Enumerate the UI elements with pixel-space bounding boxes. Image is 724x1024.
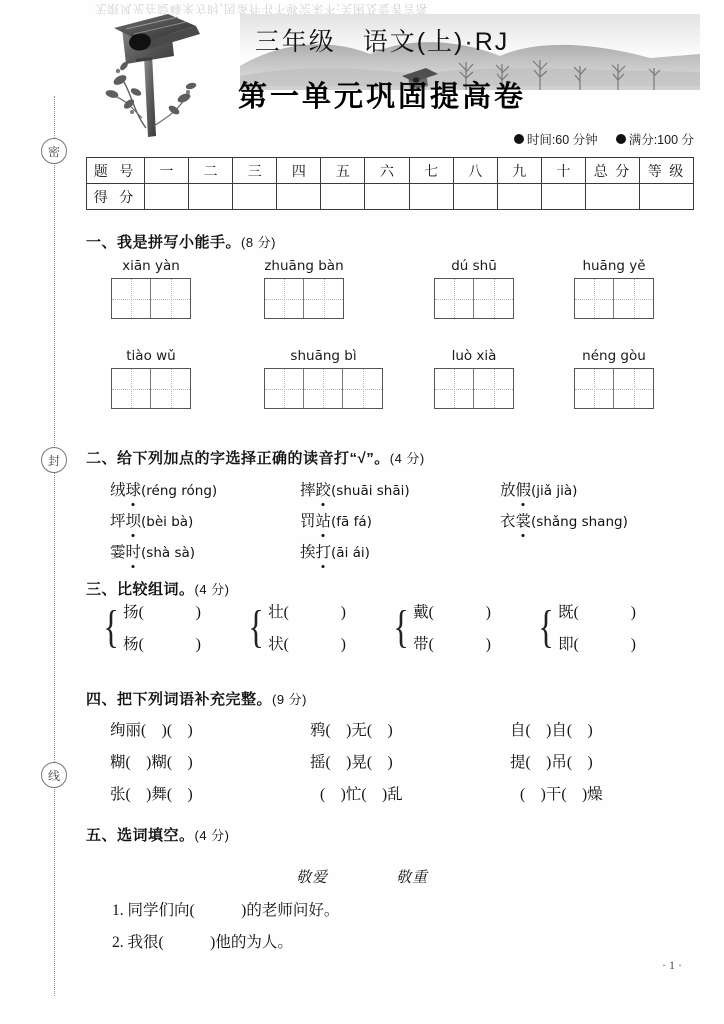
choice-item-yishang[interactable] bbox=[500, 509, 628, 531]
fill-question-1[interactable]: 1. 同学们向( )的老师问好。 bbox=[112, 902, 340, 919]
col-7: 七 bbox=[409, 158, 453, 184]
word-char: 罚 bbox=[300, 513, 316, 530]
col-5: 五 bbox=[321, 158, 365, 184]
score-cell-2[interactable] bbox=[189, 184, 233, 210]
pinyin-row-2 bbox=[86, 348, 696, 434]
section-4-heading bbox=[86, 688, 307, 709]
score-chip bbox=[616, 130, 694, 148]
word-pair-zhuang bbox=[245, 600, 346, 654]
pair-top[interactable]: 戴( ) bbox=[413, 604, 491, 621]
word-char: 衣 bbox=[500, 513, 516, 530]
idiom-zizi[interactable]: 自( )自( ) bbox=[510, 722, 593, 739]
section-5-title: 五、选词填空。 bbox=[86, 827, 195, 844]
choice-item-shashi[interactable] bbox=[110, 540, 195, 562]
section-1-heading bbox=[86, 231, 276, 252]
pinyin-options[interactable]: (shà sà) bbox=[141, 545, 196, 561]
section-2-title: 二、给下列加点的字选择正确的读音打“√”。 bbox=[86, 450, 390, 467]
word-char-dotted: 假 bbox=[516, 478, 532, 500]
score-cell-5[interactable] bbox=[321, 184, 365, 210]
brace-icon: { bbox=[248, 601, 264, 652]
word-char-dotted: 站 bbox=[316, 509, 332, 531]
tianzige-grid[interactable] bbox=[574, 278, 654, 319]
word-char-dotted: 打 bbox=[316, 540, 332, 562]
word-char-dotted: 时 bbox=[126, 540, 142, 562]
pinyin-options[interactable]: (āi ái) bbox=[331, 545, 370, 561]
table-row-scores bbox=[87, 184, 694, 210]
section-1-points: (8 分) bbox=[241, 235, 277, 250]
pinyin-label: zhuāng bàn bbox=[264, 258, 344, 274]
word-char: 坪 bbox=[110, 513, 126, 530]
exam-title: 第一单元巩固提高卷 bbox=[237, 81, 526, 113]
col-10: 十 bbox=[541, 158, 585, 184]
section-1-title: 一、我是拼写小能手。 bbox=[86, 234, 242, 251]
score-cell-10[interactable] bbox=[541, 184, 585, 210]
score-cell-grade[interactable] bbox=[640, 184, 694, 210]
pinyin-label: shuāng bì bbox=[290, 348, 357, 364]
grade-subject-title: 三年级 语文(上)·RJ bbox=[254, 28, 510, 56]
fill-question-2[interactable]: 2. 我很( )他的为人。 bbox=[112, 934, 293, 951]
word-pair-dai bbox=[390, 600, 491, 654]
pinyin-block-zhuangban bbox=[264, 258, 344, 319]
pinyin-options[interactable]: (shǎng shang) bbox=[531, 514, 628, 530]
idiom-mangluan[interactable]: ( )忙( )乱 bbox=[320, 786, 403, 803]
score-cell-4[interactable] bbox=[277, 184, 321, 210]
pinyin-label: tiào wǔ bbox=[126, 348, 176, 364]
pair-bottom[interactable]: 杨( ) bbox=[123, 636, 201, 653]
col-grade: 等 级 bbox=[640, 158, 694, 184]
pair-bottom[interactable]: 即( ) bbox=[558, 636, 636, 653]
word-char-dotted: 球 bbox=[126, 478, 142, 500]
col-2: 二 bbox=[189, 158, 233, 184]
score-cell-7[interactable] bbox=[409, 184, 453, 210]
brace-icon: { bbox=[538, 601, 554, 652]
pair-top[interactable]: 壮( ) bbox=[268, 604, 346, 621]
col-8: 八 bbox=[453, 158, 497, 184]
clock-icon bbox=[514, 134, 524, 144]
word-char: 摔 bbox=[300, 482, 316, 499]
row-label-score: 得 分 bbox=[87, 184, 145, 210]
choice-item-pingba[interactable] bbox=[110, 509, 193, 531]
col-3: 三 bbox=[233, 158, 277, 184]
section-5-heading bbox=[86, 824, 230, 845]
idiom-yaohuang[interactable]: 摇( )晃( ) bbox=[310, 754, 393, 771]
score-cell-6[interactable] bbox=[365, 184, 409, 210]
word-bank-option-1[interactable]: 敬爱 bbox=[295, 870, 328, 886]
idiom-yawu[interactable]: 鸦( )无( ) bbox=[310, 722, 393, 739]
row-label-question-no: 题 号 bbox=[87, 158, 145, 184]
pair-bottom[interactable]: 状( ) bbox=[268, 636, 346, 653]
score-cell-total[interactable] bbox=[586, 184, 640, 210]
section-2-heading bbox=[86, 447, 425, 468]
word-pair-ji bbox=[535, 600, 636, 654]
score-table bbox=[86, 157, 694, 210]
col-6: 六 bbox=[365, 158, 409, 184]
word-char-dotted: 坝 bbox=[126, 509, 142, 531]
col-total: 总 分 bbox=[586, 158, 640, 184]
word-char-dotted: 裳 bbox=[516, 509, 532, 531]
seal-mark-mi: 密 bbox=[41, 138, 67, 164]
choice-item-aida[interactable] bbox=[300, 540, 370, 562]
tianzige-grid[interactable] bbox=[264, 368, 383, 409]
bleed-through-text: 无限风光在险峰来方时,因条件书不够完未不;关困及爱者言落 bbox=[95, 2, 429, 14]
score-cell-8[interactable] bbox=[453, 184, 497, 210]
pinyin-block-dushu bbox=[434, 258, 514, 319]
tianzige-grid[interactable] bbox=[434, 278, 514, 319]
choice-item-rongqiu[interactable] bbox=[110, 478, 217, 500]
pair-bottom[interactable]: 带( ) bbox=[413, 636, 491, 653]
col-9: 九 bbox=[497, 158, 541, 184]
idiom-huhu[interactable]: 糊( )糊( ) bbox=[110, 754, 193, 771]
pinyin-label: xiān yàn bbox=[122, 258, 180, 274]
pinyin-block-huangye bbox=[574, 258, 654, 319]
score-cell-9[interactable] bbox=[497, 184, 541, 210]
pinyin-options[interactable]: (fā fá) bbox=[331, 514, 372, 530]
pinyin-options[interactable]: (réng róng) bbox=[141, 483, 218, 499]
pinyin-label: dú shū bbox=[451, 258, 497, 274]
brace-icon: { bbox=[103, 601, 119, 652]
score-cell-3[interactable] bbox=[233, 184, 277, 210]
brace-icon: { bbox=[393, 601, 409, 652]
col-1: 一 bbox=[145, 158, 189, 184]
seal-mark-xian: 线 bbox=[41, 762, 67, 788]
word-char: 霎 bbox=[110, 544, 126, 561]
section-5-points: (4 分) bbox=[194, 828, 230, 843]
section-2-points: (4 分) bbox=[389, 451, 425, 466]
score-cell-1[interactable] bbox=[145, 184, 189, 210]
check-circle-icon bbox=[616, 134, 626, 144]
pinyin-label: néng gòu bbox=[582, 348, 646, 364]
pair-top[interactable]: 既( ) bbox=[558, 604, 636, 621]
tianzige-grid[interactable] bbox=[434, 368, 514, 409]
pinyin-row-1 bbox=[86, 258, 696, 344]
pinyin-block-shuangbi bbox=[264, 348, 383, 409]
idiom-ganzao[interactable]: ( )干( )燥 bbox=[520, 786, 603, 803]
section-3-points: (4 分) bbox=[194, 582, 230, 597]
choice-item-shuaijiao[interactable] bbox=[300, 478, 410, 500]
idiom-tidiao[interactable]: 提( )吊( ) bbox=[510, 754, 593, 771]
page-number: · 1 · bbox=[662, 958, 682, 972]
pinyin-options[interactable]: (bèi bà) bbox=[141, 514, 194, 530]
pinyin-block-luoxia bbox=[434, 348, 514, 409]
idiom-xuanli[interactable]: 绚丽( )( ) bbox=[110, 722, 193, 739]
col-4: 四 bbox=[277, 158, 321, 184]
time-label: 时间:60 分钟 bbox=[526, 133, 598, 147]
full-score-label: 满分:100 分 bbox=[628, 133, 694, 147]
tianzige-grid[interactable] bbox=[111, 368, 191, 409]
exam-meta bbox=[514, 130, 694, 148]
word-bank-option-2[interactable]: 敬重 bbox=[396, 870, 429, 886]
section-4-points: (9 分) bbox=[272, 692, 308, 707]
word-pair-yang bbox=[100, 600, 201, 654]
section-4-title: 四、把下列词语补充完整。 bbox=[86, 691, 273, 708]
choice-item-fangjia[interactable] bbox=[500, 478, 577, 500]
word-char: 绒 bbox=[110, 482, 126, 499]
pinyin-label: huāng yě bbox=[582, 258, 646, 274]
word-char: 挨 bbox=[300, 544, 316, 561]
section-3-title: 三、比较组词。 bbox=[86, 581, 195, 598]
tianzige-grid[interactable] bbox=[574, 368, 654, 409]
compare-word-pairs bbox=[100, 600, 700, 670]
pinyin-block-nenggou bbox=[574, 348, 654, 409]
pinyin-options[interactable]: (jiǎ jià) bbox=[531, 483, 578, 499]
table-row-header bbox=[87, 158, 694, 184]
pinyin-label: luò xià bbox=[451, 348, 497, 364]
tianzige-grid[interactable] bbox=[264, 278, 344, 319]
pinyin-options[interactable]: (shuāi shāi) bbox=[331, 483, 410, 499]
word-char-dotted: 跤 bbox=[316, 478, 332, 500]
time-chip bbox=[514, 130, 598, 148]
seal-dotted-line bbox=[54, 96, 55, 996]
section-3-heading bbox=[86, 578, 230, 599]
pinyin-block-xianyan bbox=[111, 258, 191, 319]
choice-item-fazhan[interactable] bbox=[300, 509, 372, 531]
idiom-zhangwu[interactable]: 张( )舞( ) bbox=[110, 786, 193, 803]
pair-top[interactable]: 扬( ) bbox=[123, 604, 201, 621]
seal-mark-feng: 封 bbox=[41, 447, 67, 473]
tianzige-grid[interactable] bbox=[111, 278, 191, 319]
word-char: 放 bbox=[500, 482, 516, 499]
word-bank bbox=[0, 866, 724, 887]
pinyin-block-tiaowu bbox=[111, 348, 191, 409]
